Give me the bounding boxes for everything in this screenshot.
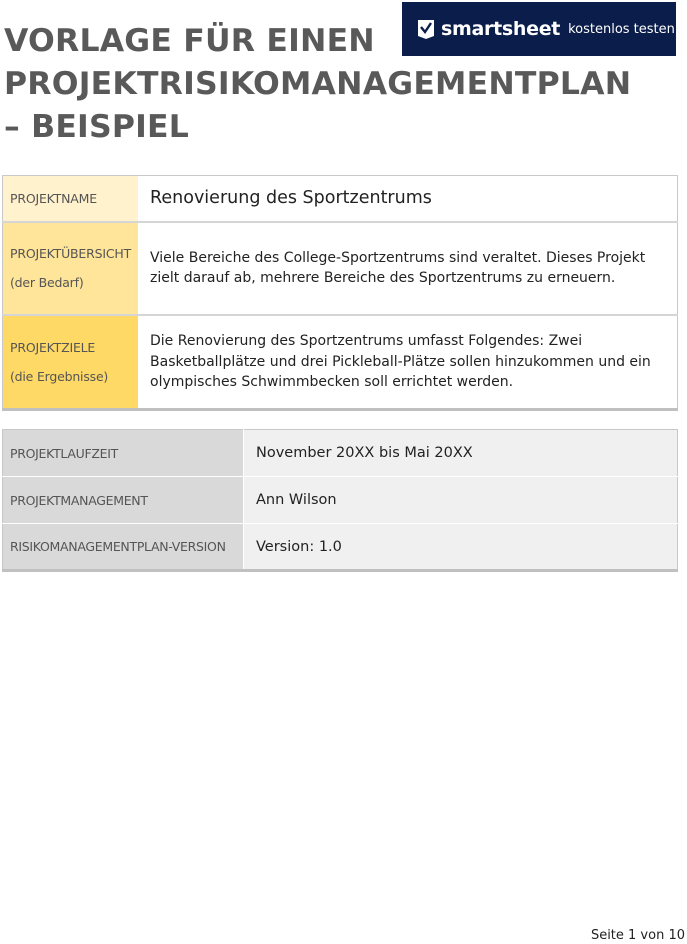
- project-overview-label: PROJEKTÜBERSICHT: [10, 246, 132, 261]
- page-title: VORLAGE FÜR EINEN PROJEKTRISIKOMANAGEMENTPLAN – BEISPIEL: [4, 23, 632, 145]
- project-overview-value: Viele Bereiche des College-Sportzentrums sind veraltet. Dieses Projekt zielt darauf ab, mehrere Bereiche des Sportzentrums zu erneuern.: [138, 222, 677, 315]
- page-number: Seite 1 von 10: [590, 928, 685, 943]
- management-label: PROJEKTMANAGEMENT: [3, 477, 244, 524]
- table-row: [3, 315, 678, 410]
- project-details-table: [2, 429, 678, 572]
- smartsheet-trial-banner[interactable]: [402, 2, 676, 56]
- management-value: Ann Wilson: [244, 477, 678, 524]
- project-name-label: PROJEKTNAME: [3, 176, 139, 222]
- plan-version-value: Version: 1.0: [244, 524, 678, 571]
- banner-cta: kostenlos testen: [568, 21, 675, 37]
- project-goals-value: Die Renovierung des Sportzentrums umfasst Folgendes: Zwei Basketballplätze und drei Pickleball-Plätze sollen hinzukommen und ein olympisches Schwimmbecken soll errichtet werden.: [138, 315, 677, 410]
- project-overview-label-cell: [3, 222, 139, 315]
- table-row: [3, 222, 678, 315]
- project-info-table: [2, 175, 678, 411]
- duration-label: PROJEKTLAUFZEIT: [3, 430, 244, 477]
- table-row: [3, 477, 678, 524]
- table-row: [3, 430, 678, 477]
- project-goals-label-cell: [3, 315, 139, 410]
- table-row: [3, 524, 678, 571]
- banner-brand: smartsheet: [441, 18, 561, 40]
- smartsheet-logo-icon: [417, 19, 435, 39]
- project-goals-sublabel: (die Ergebnisse): [10, 368, 109, 384]
- duration-value: November 20XX bis Mai 20XX: [244, 430, 678, 477]
- plan-version-label: RISIKOMANAGEMENTPLAN-VERSION: [3, 524, 244, 571]
- project-overview-sublabel: (der Bedarf): [10, 275, 84, 290]
- project-goals-label: PROJEKTZIELE: [10, 339, 96, 355]
- project-name-value: Renovierung des Sportzentrums: [138, 176, 677, 222]
- table-row: [3, 176, 678, 222]
